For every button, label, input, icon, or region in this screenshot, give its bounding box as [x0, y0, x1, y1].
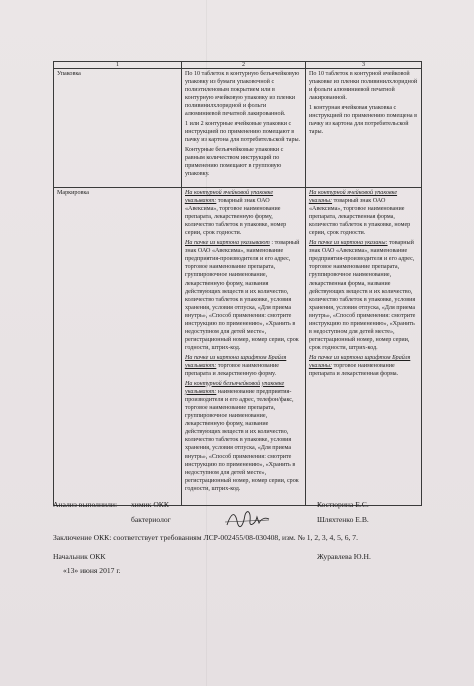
analysis-label: Анализ выполнили: [53, 500, 118, 509]
head-name: Журавлева Ю.Н. [317, 552, 371, 561]
requirement-cell [182, 69, 306, 188]
cell-paragraph [185, 239, 302, 352]
cell-paragraph [185, 354, 302, 378]
cell-paragraph [185, 189, 302, 238]
section-label: На контурной ячейковой упаковке указывают: [185, 190, 274, 205]
conclusion-text: Заключение ОКК: соответствует требованиям ЛСР-002455/08-030408, изм. № 1, 2, 3, 4, 5, 6, 7. [53, 533, 358, 542]
table-row [54, 69, 422, 188]
chemist-title: химик ОКК [131, 500, 169, 509]
cell-paragraph: 1 контурная ячейковая упаковка с инструкцией по применению помещена в пачку из картона для потребительской тары. [309, 104, 417, 136]
section-text: наименование предприятия-производителя и его адрес, телефон/факс, торговое наименование препарата, группировочное наименование, лекарственную форму, название действующих веществ и их количество, количество таблеток в упаковке, условия хранения, условия отпуска, «Для приема внутрь», «Способ применения: смотрите инструкцию по применению», «Хранить в недоступном для детей месте», регистрационный номер, номер серии, срок годности, штрих-код. [185, 388, 299, 492]
requirement-cell [182, 188, 306, 506]
head-title: Начальник ОКК [53, 552, 106, 561]
cell-paragraph: Контурные безъячейковые упаковки с равным количеством инструкций по применению помещают в групповую упаковку. [185, 146, 284, 178]
section-text: : товарный знак ОАО «Авексима», наименование предприятия-производителя и его адрес, торговое наименование препарата, группировочное наименование, лекарственную форму, названия действующих веществ и их количество, количество таблеток в упаковке, условия хранения, условия отпуска, «Для приема внутрь», «Способ применения: смотрите инструкцию по применению», «Хранить в недоступном для детей месте», регистрационный номер, номер серии, срок годности, штрих-код. [185, 240, 300, 352]
cell-paragraph: По 10 таблеток в контурной ячейковой упаковке из пленки поливинилхлоридной и фольги алюминиевой печатной лакированной. [309, 71, 418, 102]
cell-paragraph [309, 354, 418, 378]
row-label: Упаковка [54, 69, 182, 188]
section-label: На пачке из картона шрифтом Брайля указывают: [185, 354, 287, 369]
section-label: На пачке из картона шрифтом Брайля указаны: [309, 354, 411, 369]
section-label: На контурной ячейковой упаковке указаны: [309, 190, 398, 205]
cell-paragraph [309, 239, 418, 352]
section-text: торговое наименование препарата и лекарственную форму. [185, 362, 279, 378]
column-header: 2 [182, 62, 306, 69]
section-label: На пачке из картона указывают [185, 240, 270, 247]
row-label: Маркировка [54, 188, 182, 506]
bacteriologist-name: Шляхтенко Е.В. [317, 515, 369, 524]
section-label: На пачке из картона указаны: [309, 240, 388, 247]
section-text: товарный знак ОАО «Авексима», торговое наименование препарата, лекарственную форму, количество таблеток в упаковке, номер серии, срок годности. [185, 198, 287, 237]
specification-table [53, 61, 422, 506]
cell-paragraph [309, 189, 418, 238]
section-text: торговое наименование препарата и лекарственная форма. [309, 362, 399, 378]
bacteriologist-title: бактериолог [131, 515, 171, 524]
result-cell [306, 188, 422, 506]
column-header: 3 [306, 62, 422, 69]
table-header-row [54, 62, 422, 69]
table-row [54, 188, 422, 506]
cell-paragraph: По 10 таблеток в контурную безъячейковую упаковку из бумаги упаковочной с полиэтиленовым покрытием или в контурную ячейковую упаковку из пленки поливинилхлоридной и фольги алюминиевой печатной лакированной. [185, 71, 300, 118]
section-text: товарный знак ОАО «Авексима», наименование предприятия-производителя и его адрес, торговое наименование препарата, группировочное наименование, лекарственная форма, название действующих веществ и их количество, количество таблеток в упаковке, условия хранения, условия отпуска, «Для приема внутрь», «Способ применения: смотрите инструкцию по применению», «Хранить в недоступном для детей месте», регистрационный номер, номер серии, срок годности, штрих-код. [309, 240, 416, 352]
cell-paragraph [185, 380, 302, 493]
section-text: товарный знак ОАО «Авексима», торговое наименование препарата, лекарственная форма, количество таблеток в упаковке, номер серии, срок годности. [309, 198, 411, 237]
result-cell [306, 69, 422, 188]
cell-paragraph: 1 или 2 контурные ячейковые упаковки с инструкцией по применению помещают в пачку из картона для потребительской тары. [185, 121, 301, 144]
section-label: На контурной безъячейковой упаковке указывают: [185, 380, 285, 395]
chemist-name: Костюрина Е.С. [317, 500, 369, 509]
column-header: 1 [54, 62, 182, 69]
handwritten-signature [223, 507, 273, 531]
document-date: «13» июня 2017 г. [63, 566, 121, 575]
